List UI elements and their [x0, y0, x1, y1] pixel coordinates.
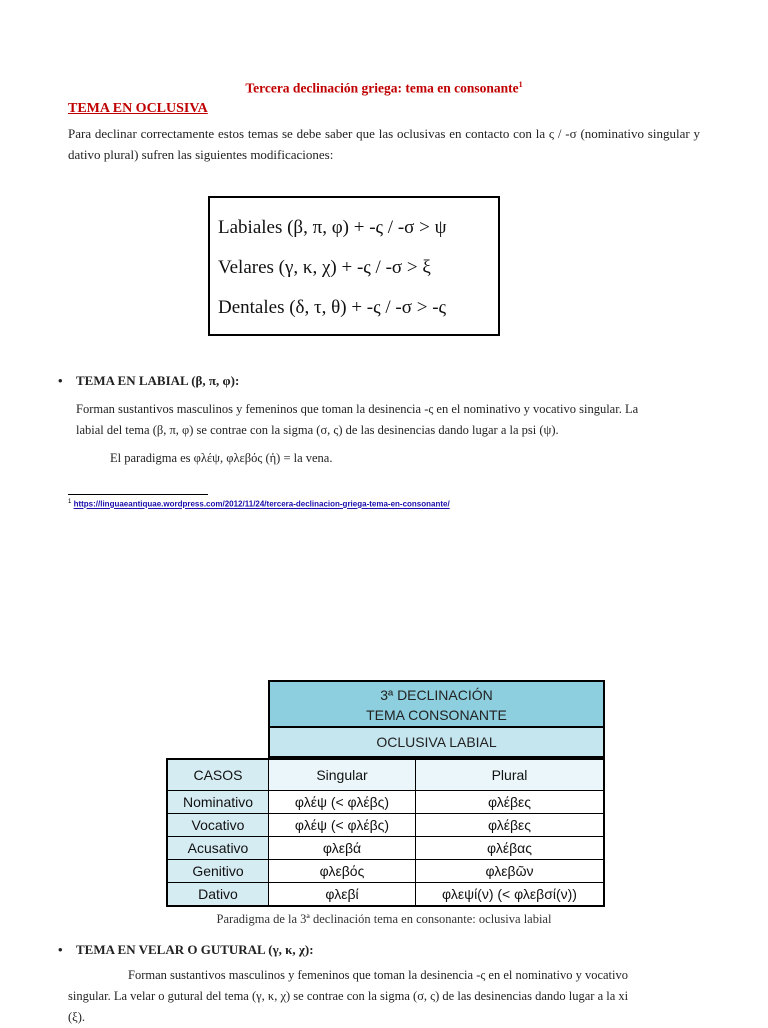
footnote-mark: 1: [68, 499, 72, 505]
bullet-labial: [58, 373, 239, 389]
case-cell: Genitivo: [167, 860, 269, 883]
plural-cell: φλέβας: [416, 837, 605, 860]
col-case: CASOS: [167, 759, 269, 791]
singular-cell: φλέψ (< φλέβς): [269, 814, 416, 837]
singular-cell: φλεβί: [269, 883, 416, 907]
col-plural: Plural: [416, 759, 605, 791]
rule-velares: Velares (γ, κ, χ) + -ς / -σ > ξ: [218, 257, 431, 278]
table-caption: Paradigma de la 3ª declinación tema en consonante: oclusiva labial: [216, 912, 552, 926]
table-row: [167, 860, 604, 883]
title-footnote-mark: 1: [518, 80, 523, 89]
bullet-velar-label: TEMA EN VELAR O GUTURAL (γ, κ, χ):: [76, 942, 314, 957]
footnote-link[interactable]: https://linguaeantiquae.wordpress.com/2012/11/24/tercera-declinacion-griega-tema-en-consonante/: [73, 499, 450, 509]
case-cell: Vocativo: [167, 814, 269, 837]
singular-cell: φλέψ (< φλέβς): [269, 791, 416, 814]
table-row: [167, 837, 604, 860]
page-title: [0, 80, 768, 97]
table-row: [167, 883, 604, 907]
labial-paradigm: El paradigma es φλέψ, φλεβός (ἡ) = la vena.: [110, 451, 333, 465]
velar-text-line3: (ξ).: [68, 1010, 86, 1024]
table-header-line1: 3ª DECLINACIÓN: [380, 687, 493, 703]
plural-cell: φλεβῶν: [416, 860, 605, 883]
footnote: [68, 499, 450, 509]
bullet-dot-icon: •: [58, 942, 63, 957]
bullet-labial-label: TEMA EN LABIAL (β, π, φ):: [76, 373, 240, 388]
rules-box: [208, 196, 500, 336]
col-singular: Singular: [269, 759, 416, 791]
case-cell: Dativo: [167, 883, 269, 907]
title-text: Tercera declinación griega: tema en consonante: [245, 80, 519, 96]
velar-text-line1: Forman sustantivos masculinos y femeninos que toman la desinencia -ς en el nominativo y vocativo: [128, 968, 628, 982]
footnote-divider: [68, 494, 208, 495]
singular-cell: φλεβά: [269, 837, 416, 860]
case-cell: Acusativo: [167, 837, 269, 860]
bullet-dot-icon: •: [58, 373, 63, 388]
labial-text-line1: Forman sustantivos masculinos y femeninos que toman la desinencia -ς en el nominativo y vocativo singular. La: [76, 402, 639, 416]
declension-table: [166, 680, 605, 909]
bullet-velar: [58, 942, 314, 958]
rule-dentales: Dentales (δ, τ, θ) + -ς / -σ > -ς: [218, 297, 447, 318]
singular-cell: φλεβός: [269, 860, 416, 883]
table-header-row: [167, 759, 604, 791]
case-cell: Nominativo: [167, 791, 269, 814]
section-heading: TEMA EN OCLUSIVA: [68, 101, 208, 116]
table-header-line2: TEMA CONSONANTE: [366, 707, 507, 723]
case-table: [166, 758, 605, 907]
labial-text-line2: labial del tema (β, π, φ) se contrae con la sigma (σ, ς) de las desinencias dando lugar a la psi (ψ).: [76, 423, 559, 437]
table-row: [167, 814, 604, 837]
intro-paragraph: Para declinar correctamente estos temas se debe saber que las oclusivas en contacto con la ς / -σ (nominativo singular y dativo plural) sufren las siguientes modificaciones:: [68, 126, 700, 162]
velar-text-line2: singular. La velar o gutural del tema (γ, κ, χ) se contrae con la sigma (σ, ς) de las desinencias dando lugar a la xi: [68, 989, 629, 1003]
table-subheader: OCLUSIVA LABIAL: [268, 728, 605, 758]
rule-labiales: Labiales (β, π, φ) + -ς / -σ > ψ: [218, 217, 447, 238]
table-header: [268, 680, 605, 728]
table-row: [167, 791, 604, 814]
plural-cell: φλεψί(ν) (< φλεβσί(ν)): [416, 883, 605, 907]
plural-cell: φλέβες: [416, 814, 605, 837]
plural-cell: φλέβες: [416, 791, 605, 814]
